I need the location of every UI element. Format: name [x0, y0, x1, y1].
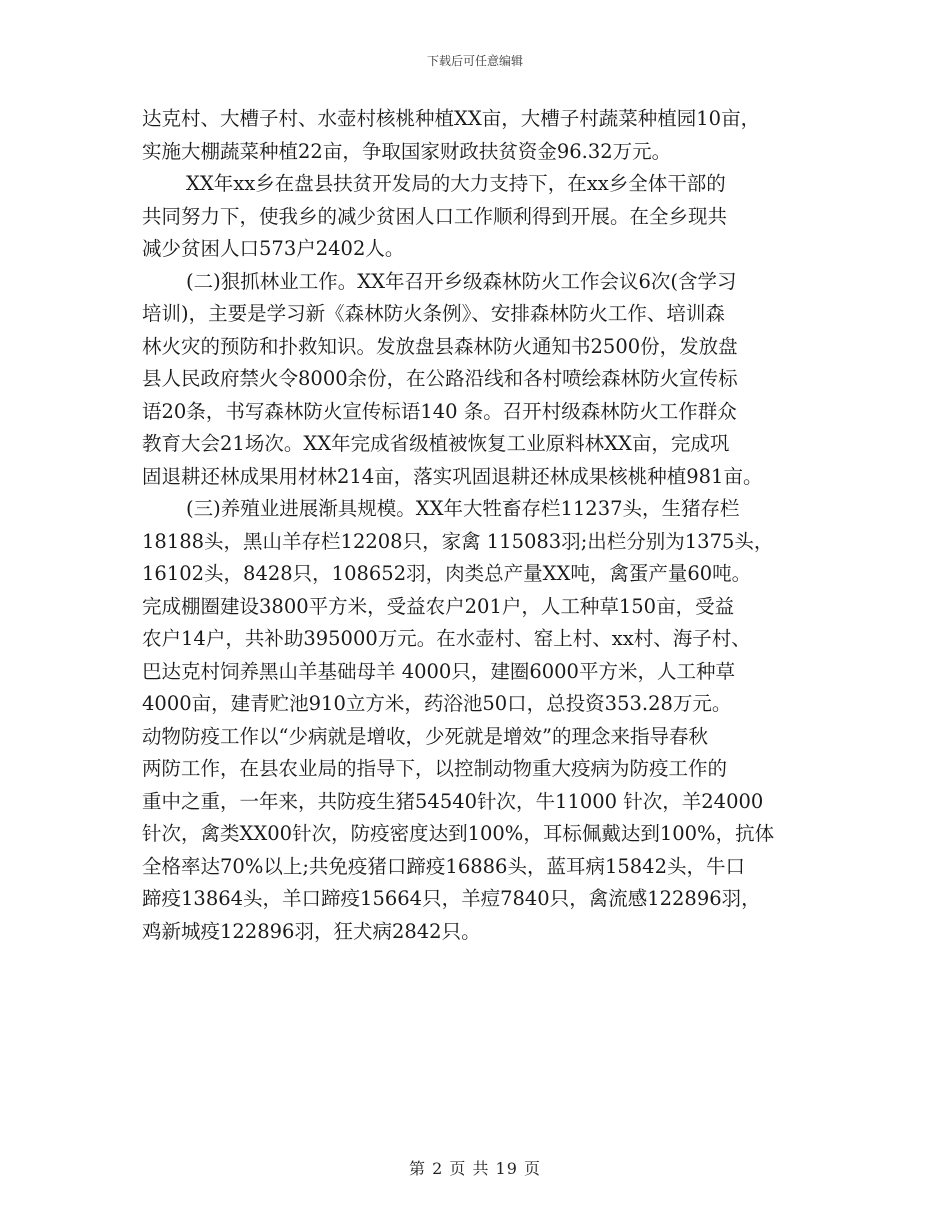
- text-line: 针次，禽类XX00针次，防疫密度达到100%，耳标佩戴达到100%，抗体: [142, 822, 775, 845]
- text-line: (二)狠抓林业工作。XX年召开乡级森林防火工作会议6次(含学习: [186, 269, 737, 293]
- text-line: 巴达克村饲养黑山羊基础母羊 4000只，建圈6000平方米，人工种草: [142, 659, 735, 683]
- text-line: 蹄疫13864头，羊口蹄疫15664只，羊痘7840只，禽流感122896羽，: [142, 887, 761, 910]
- text-line: (三)养殖业进展渐具规模。XX年大牲畜存栏11237头，生猪存栏: [186, 497, 740, 520]
- text-line: 农户14户，共补助395000万元。在水壶村、窑上村、xx村、海子村、: [142, 627, 751, 650]
- text-line: 16102头，8428只，108652羽，肉类总产量XX吨，禽蛋产量60吨。: [142, 562, 752, 585]
- text-line: 4000亩，建青贮池910立方米，药浴池50口，总投资353.28万元。: [142, 692, 732, 715]
- text-line: 重中之重，一年来，共防疫生猪54540针次，牛11000 针次，羊24000: [142, 789, 764, 813]
- text-line: 减少贫困人口573户2402人。: [142, 237, 405, 260]
- text-line: 林火灾的预防和扑救知识。发放盘县森林防火通知书2500份，发放盘: [142, 334, 738, 358]
- text-line: 语20条，书写森林防火宣传标语140 条。召开村级森林防火工作群众: [142, 399, 737, 423]
- document-body: [142, 103, 822, 948]
- text-line: 共同努力下，使我乡的减少贫困人口工作顺利得到开展。在全乡现共: [142, 204, 728, 228]
- text-line: 县人民政府禁火令8000余份，在公路沿线和各村喷绘森林防火宣传标: [142, 367, 738, 390]
- text-line: 达克村、大槽子村、水壶村核桃种植XX亩，大槽子村蔬菜种植园10亩，: [142, 107, 761, 130]
- text-line: 固退耕还林成果用材林214亩，落实巩固退耕还林成果核桃种植981亩。: [142, 464, 763, 488]
- text-line: 培训)，主要是学习新《森林防火条例》、安排森林防火工作、培训森: [142, 302, 725, 325]
- text-line: 鸡新城疫122896羽，狂犬病2842只。: [142, 919, 481, 943]
- text-line: 动物防疫工作以“少病就是增收，少死就是增效”的理念来指导春秋: [142, 724, 708, 748]
- text-line: 教育大会21场次。XX年完成省级植被恢复工业原料林XX亩，完成巩: [142, 432, 730, 455]
- text-line: 实施大棚蔬菜种植22亩，争取国家财政扶贫资金96.32万元。: [142, 139, 672, 163]
- text-line: 两防工作，在县农业局的指导下，以控制动物重大疫病为防疫工作的: [142, 757, 728, 780]
- page-header: 下载后可任意编辑: [426, 54, 523, 68]
- text-line: 18188头，黑山羊存栏12208只，家禽 115083羽;出栏分别为1375头，: [142, 529, 774, 553]
- text-line: XX年xx乡在盘县扶贫开发局的大力支持下，在xx乡全体干部的: [186, 172, 726, 195]
- text-line: 完成棚圈建设3800平方米，受益农户201户，人工种草150亩，受益: [142, 594, 735, 618]
- text-line: 全格率达70%以上;共免疫猪口蹄疫16886头，蓝耳病15842头，牛口: [142, 854, 745, 878]
- page-number-footer: 第 2 页 共 19 页: [409, 1159, 541, 1178]
